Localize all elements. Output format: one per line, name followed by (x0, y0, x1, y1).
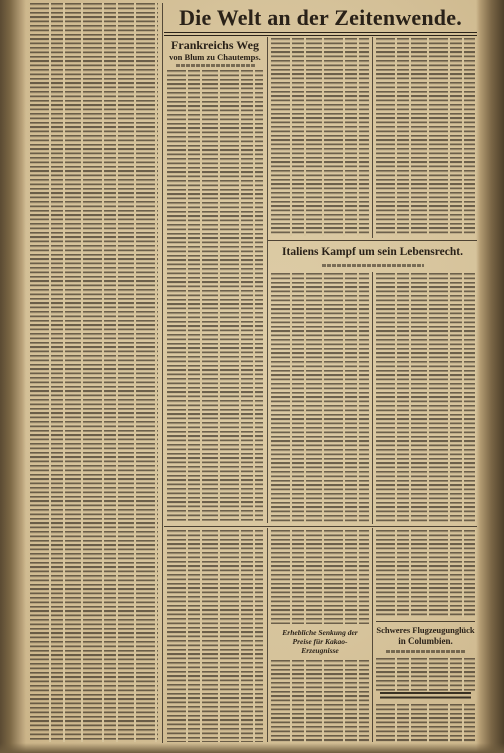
crash-bold-subhead (380, 692, 471, 701)
column-rule (372, 37, 373, 238)
lower-column-4-text (376, 530, 475, 617)
masthead-rule (164, 32, 477, 36)
crash-top-rule (376, 621, 475, 622)
france-byline (176, 64, 256, 67)
france-article-text (167, 70, 263, 522)
crash-subheadline (386, 650, 466, 653)
page-title: Die Welt an der Zeitenwende. (179, 5, 462, 30)
column-rule (267, 37, 268, 523)
france-headline-line1: Frankreichs Weg (171, 38, 259, 52)
binding-shadow (0, 0, 26, 753)
left-column-text (30, 3, 158, 742)
italy-top-rule (268, 240, 477, 241)
upper-column-4-text (376, 38, 475, 236)
crash-article-text-continued (376, 704, 475, 742)
right-page-edge (476, 0, 504, 753)
lower-section-rule (164, 526, 477, 527)
bottom-page-edge (0, 743, 504, 753)
italy-column-2-text (376, 273, 475, 523)
cocoa-article-text (271, 660, 369, 742)
crash-headline-line1: Schweres Flugzeugunglück (376, 625, 475, 635)
lower-column-3-text (271, 530, 369, 624)
italy-headline: Italiens Kampf um sein Lebensrecht. (282, 246, 463, 258)
italy-byline (322, 264, 424, 267)
upper-column-3-text (271, 38, 369, 236)
column-rule (372, 528, 373, 742)
france-headline-line2: von Blum zu Chautemps. (169, 52, 261, 62)
column-rule (267, 528, 268, 742)
column-rule (372, 272, 373, 524)
lower-column-2-text (167, 530, 263, 742)
crash-article-text (376, 658, 475, 691)
italy-column-1-text (271, 273, 369, 523)
column-rule (162, 3, 163, 743)
crash-headline-line2: in Columbien. (398, 636, 453, 646)
cocoa-headline: Erhebliche Senkung der Preise für Kakao-Erzeugnisse (282, 628, 358, 655)
